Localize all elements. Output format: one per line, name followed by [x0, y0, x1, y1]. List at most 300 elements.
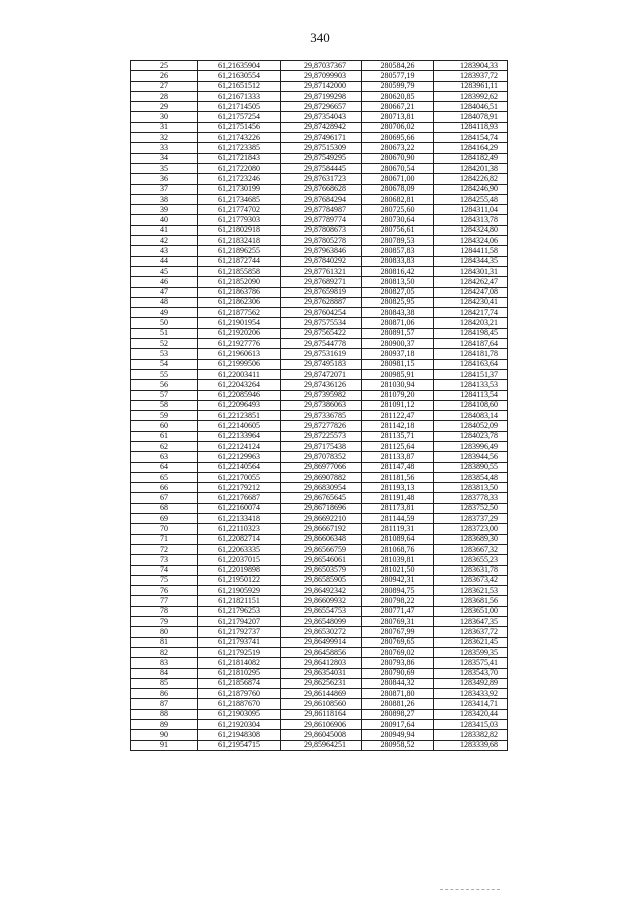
y-coordinate-cell: 1284187,64	[434, 339, 508, 349]
longitude-cell: 29,87689271	[281, 277, 362, 287]
y-coordinate-cell: 1284411,58	[434, 246, 508, 256]
point-number-cell: 32	[131, 133, 198, 143]
x-coordinate-cell: 280620,85	[362, 91, 434, 101]
longitude-cell: 29,86118164	[281, 709, 362, 719]
x-coordinate-cell: 281021,50	[362, 565, 434, 575]
y-coordinate-cell: 1283415,03	[434, 720, 508, 730]
latitude-cell: 61,21852090	[198, 277, 281, 287]
y-coordinate-cell: 1284247,08	[434, 287, 508, 297]
y-coordinate-cell: 1284246,90	[434, 184, 508, 194]
point-number-cell: 29	[131, 102, 198, 112]
point-number-cell: 64	[131, 462, 198, 472]
y-coordinate-cell: 1283689,30	[434, 534, 508, 544]
y-coordinate-cell: 1284313,78	[434, 215, 508, 225]
y-coordinate-cell: 1284324,80	[434, 225, 508, 235]
x-coordinate-cell: 280769,02	[362, 647, 434, 657]
latitude-cell: 61,21879760	[198, 689, 281, 699]
latitude-cell: 61,22003411	[198, 369, 281, 379]
x-coordinate-cell: 280793,86	[362, 658, 434, 668]
longitude-cell: 29,87436126	[281, 380, 362, 390]
table-row	[131, 709, 508, 719]
latitude-cell: 61,21960613	[198, 349, 281, 359]
latitude-cell: 61,21793741	[198, 637, 281, 647]
longitude-cell: 29,86503579	[281, 565, 362, 575]
x-coordinate-cell: 280958,52	[362, 740, 434, 750]
x-coordinate-cell: 281142,18	[362, 421, 434, 431]
x-coordinate-cell: 280599,79	[362, 81, 434, 91]
table-row	[131, 575, 508, 585]
point-number-cell: 71	[131, 534, 198, 544]
latitude-cell: 61,21774702	[198, 205, 281, 215]
table-row	[131, 91, 508, 101]
y-coordinate-cell: 1284301,31	[434, 266, 508, 276]
table-row	[131, 287, 508, 297]
longitude-cell: 29,86458856	[281, 647, 362, 657]
latitude-cell: 61,22085946	[198, 390, 281, 400]
x-coordinate-cell: 280769,31	[362, 617, 434, 627]
longitude-cell: 29,87296657	[281, 102, 362, 112]
table-row	[131, 349, 508, 359]
latitude-cell: 61,22133418	[198, 514, 281, 524]
longitude-cell: 29,87565422	[281, 328, 362, 338]
table-row	[131, 483, 508, 493]
latitude-cell: 61,21954715	[198, 740, 281, 750]
point-number-cell: 34	[131, 153, 198, 163]
longitude-cell: 29,87784987	[281, 205, 362, 215]
y-coordinate-cell: 1284226,82	[434, 174, 508, 184]
table-row	[131, 174, 508, 184]
point-number-cell: 74	[131, 565, 198, 575]
point-number-cell: 49	[131, 308, 198, 318]
point-number-cell: 63	[131, 452, 198, 462]
y-coordinate-cell: 1283414,71	[434, 699, 508, 709]
table-row	[131, 534, 508, 544]
table-row	[131, 647, 508, 657]
point-number-cell: 84	[131, 668, 198, 678]
longitude-cell: 29,87099903	[281, 71, 362, 81]
longitude-cell: 29,87604254	[281, 308, 362, 318]
x-coordinate-cell: 281119,31	[362, 524, 434, 534]
longitude-cell: 29,87515309	[281, 143, 362, 153]
longitude-cell: 29,87496171	[281, 133, 362, 143]
point-number-cell: 38	[131, 194, 198, 204]
x-coordinate-cell: 280881,26	[362, 699, 434, 709]
latitude-cell: 61,21814082	[198, 658, 281, 668]
longitude-cell: 29,87495183	[281, 359, 362, 369]
x-coordinate-cell: 280900,37	[362, 339, 434, 349]
table-row	[131, 359, 508, 369]
table-row	[131, 678, 508, 688]
point-number-cell: 57	[131, 390, 198, 400]
latitude-cell: 61,22129963	[198, 452, 281, 462]
point-number-cell: 39	[131, 205, 198, 215]
longitude-cell: 29,86108560	[281, 699, 362, 709]
y-coordinate-cell: 1283492,89	[434, 678, 508, 688]
y-coordinate-cell: 1283339,68	[434, 740, 508, 750]
latitude-cell: 61,21792737	[198, 627, 281, 637]
y-coordinate-cell: 1283961,11	[434, 81, 508, 91]
y-coordinate-cell: 1283904,33	[434, 61, 508, 71]
latitude-cell: 61,21999506	[198, 359, 281, 369]
latitude-cell: 61,21721843	[198, 153, 281, 163]
table-row	[131, 246, 508, 256]
table-row	[131, 617, 508, 627]
point-number-cell: 72	[131, 544, 198, 554]
table-row	[131, 143, 508, 153]
x-coordinate-cell: 280898,27	[362, 709, 434, 719]
y-coordinate-cell: 1283944,56	[434, 452, 508, 462]
y-coordinate-cell: 1284118,93	[434, 122, 508, 132]
y-coordinate-cell: 1283752,50	[434, 503, 508, 513]
point-number-cell: 44	[131, 256, 198, 266]
point-number-cell: 37	[131, 184, 198, 194]
longitude-cell: 29,87584445	[281, 163, 362, 173]
point-number-cell: 45	[131, 266, 198, 276]
point-number-cell: 83	[131, 658, 198, 668]
point-number-cell: 69	[131, 514, 198, 524]
table-row	[131, 133, 508, 143]
point-number-cell: 56	[131, 380, 198, 390]
longitude-cell: 29,86718696	[281, 503, 362, 513]
latitude-cell: 61,22082714	[198, 534, 281, 544]
point-number-cell: 80	[131, 627, 198, 637]
x-coordinate-cell: 280949,94	[362, 730, 434, 740]
x-coordinate-cell: 280937,18	[362, 349, 434, 359]
y-coordinate-cell: 1284324,06	[434, 236, 508, 246]
y-coordinate-cell: 1283433,92	[434, 689, 508, 699]
table-row	[131, 668, 508, 678]
x-coordinate-cell: 281133,87	[362, 452, 434, 462]
x-coordinate-cell: 281135,71	[362, 431, 434, 441]
y-coordinate-cell: 1283637,72	[434, 627, 508, 637]
point-number-cell: 88	[131, 709, 198, 719]
longitude-cell: 29,87199298	[281, 91, 362, 101]
point-number-cell: 77	[131, 596, 198, 606]
table-row	[131, 194, 508, 204]
table-row	[131, 452, 508, 462]
point-number-cell: 52	[131, 339, 198, 349]
latitude-cell: 61,21927776	[198, 339, 281, 349]
x-coordinate-cell: 280769,65	[362, 637, 434, 647]
table-row	[131, 555, 508, 565]
longitude-cell: 29,87386063	[281, 400, 362, 410]
y-coordinate-cell: 1284255,48	[434, 194, 508, 204]
longitude-cell: 29,87808673	[281, 225, 362, 235]
x-coordinate-cell: 281030,94	[362, 380, 434, 390]
y-coordinate-cell: 1283651,00	[434, 606, 508, 616]
table-row	[131, 297, 508, 307]
longitude-cell: 29,86492342	[281, 586, 362, 596]
latitude-cell: 61,22133964	[198, 431, 281, 441]
longitude-cell: 29,86548099	[281, 617, 362, 627]
x-coordinate-cell: 280673,22	[362, 143, 434, 153]
latitude-cell: 61,21862306	[198, 297, 281, 307]
x-coordinate-cell: 280833,83	[362, 256, 434, 266]
y-coordinate-cell: 1284023,78	[434, 431, 508, 441]
table-row	[131, 699, 508, 709]
footer-mark	[440, 889, 500, 891]
y-coordinate-cell: 1283667,32	[434, 544, 508, 554]
point-number-cell: 58	[131, 400, 198, 410]
page-number: 340	[310, 30, 330, 45]
x-coordinate-cell: 280767,99	[362, 627, 434, 637]
point-number-cell: 86	[131, 689, 198, 699]
longitude-cell: 29,86554753	[281, 606, 362, 616]
y-coordinate-cell: 1283621,45	[434, 637, 508, 647]
y-coordinate-cell: 1283673,42	[434, 575, 508, 585]
x-coordinate-cell: 281193,13	[362, 483, 434, 493]
table-row	[131, 524, 508, 534]
table-row	[131, 61, 508, 71]
latitude-cell: 61,21863786	[198, 287, 281, 297]
x-coordinate-cell: 280756,61	[362, 225, 434, 235]
table-row	[131, 308, 508, 318]
latitude-cell: 61,22170055	[198, 472, 281, 482]
x-coordinate-cell: 281122,47	[362, 411, 434, 421]
longitude-cell: 29,87354043	[281, 112, 362, 122]
point-number-cell: 36	[131, 174, 198, 184]
point-number-cell: 82	[131, 647, 198, 657]
longitude-cell: 29,87840292	[281, 256, 362, 266]
x-coordinate-cell: 280789,53	[362, 236, 434, 246]
y-coordinate-cell: 1283599,35	[434, 647, 508, 657]
longitude-cell: 29,87336785	[281, 411, 362, 421]
point-number-cell: 79	[131, 617, 198, 627]
point-number-cell: 85	[131, 678, 198, 688]
longitude-cell: 29,86566759	[281, 544, 362, 554]
table-row	[131, 236, 508, 246]
longitude-cell: 29,86609932	[281, 596, 362, 606]
longitude-cell: 29,86977066	[281, 462, 362, 472]
longitude-cell: 29,86692210	[281, 514, 362, 524]
table-row	[131, 205, 508, 215]
y-coordinate-cell: 1284198,45	[434, 328, 508, 338]
point-number-cell: 62	[131, 441, 198, 451]
table-row	[131, 153, 508, 163]
y-coordinate-cell: 1283937,72	[434, 71, 508, 81]
y-coordinate-cell: 1284046,51	[434, 102, 508, 112]
latitude-cell: 61,21779303	[198, 215, 281, 225]
longitude-cell: 29,86106906	[281, 720, 362, 730]
latitude-cell: 61,21751456	[198, 122, 281, 132]
longitude-cell: 29,86412803	[281, 658, 362, 668]
latitude-cell: 61,21802918	[198, 225, 281, 235]
longitude-cell: 29,87531619	[281, 349, 362, 359]
y-coordinate-cell: 1284113,54	[434, 390, 508, 400]
y-coordinate-cell: 1284203,21	[434, 318, 508, 328]
longitude-cell: 29,87549295	[281, 153, 362, 163]
latitude-cell: 61,21832418	[198, 236, 281, 246]
table-row	[131, 71, 508, 81]
longitude-cell: 29,86585905	[281, 575, 362, 585]
x-coordinate-cell: 280706,02	[362, 122, 434, 132]
latitude-cell: 61,22123851	[198, 411, 281, 421]
y-coordinate-cell: 1284078,91	[434, 112, 508, 122]
table-row	[131, 277, 508, 287]
longitude-cell: 29,86354031	[281, 668, 362, 678]
point-number-cell: 41	[131, 225, 198, 235]
point-number-cell: 91	[131, 740, 198, 750]
point-number-cell: 89	[131, 720, 198, 730]
point-number-cell: 25	[131, 61, 198, 71]
x-coordinate-cell: 280730,64	[362, 215, 434, 225]
table-row	[131, 122, 508, 132]
y-coordinate-cell: 1284182,49	[434, 153, 508, 163]
longitude-cell: 29,87684294	[281, 194, 362, 204]
x-coordinate-cell: 280843,38	[362, 308, 434, 318]
table-row	[131, 627, 508, 637]
point-number-cell: 55	[131, 369, 198, 379]
y-coordinate-cell: 1284230,41	[434, 297, 508, 307]
latitude-cell: 61,21730199	[198, 184, 281, 194]
point-number-cell: 90	[131, 730, 198, 740]
point-number-cell: 76	[131, 586, 198, 596]
table-row	[131, 493, 508, 503]
table-row	[131, 339, 508, 349]
table-row	[131, 163, 508, 173]
point-number-cell: 54	[131, 359, 198, 369]
point-number-cell: 70	[131, 524, 198, 534]
longitude-cell: 29,87175438	[281, 441, 362, 451]
x-coordinate-cell: 281144,59	[362, 514, 434, 524]
latitude-cell: 61,21855858	[198, 266, 281, 276]
longitude-cell: 29,87659819	[281, 287, 362, 297]
x-coordinate-cell: 281147,48	[362, 462, 434, 472]
x-coordinate-cell: 280844,32	[362, 678, 434, 688]
point-number-cell: 33	[131, 143, 198, 153]
x-coordinate-cell: 280857,83	[362, 246, 434, 256]
latitude-cell: 61,21896255	[198, 246, 281, 256]
table-row	[131, 740, 508, 750]
point-number-cell: 59	[131, 411, 198, 421]
longitude-cell: 29,86546061	[281, 555, 362, 565]
latitude-cell: 61,21872744	[198, 256, 281, 266]
y-coordinate-cell: 1284344,35	[434, 256, 508, 266]
x-coordinate-cell: 280894,75	[362, 586, 434, 596]
latitude-cell: 61,21671333	[198, 91, 281, 101]
latitude-cell: 61,21796253	[198, 606, 281, 616]
point-number-cell: 27	[131, 81, 198, 91]
table-row	[131, 184, 508, 194]
y-coordinate-cell: 1284262,47	[434, 277, 508, 287]
latitude-cell: 61,21948308	[198, 730, 281, 740]
x-coordinate-cell: 280713,81	[362, 112, 434, 122]
y-coordinate-cell: 1284083,14	[434, 411, 508, 421]
y-coordinate-cell: 1283996,49	[434, 441, 508, 451]
point-number-cell: 42	[131, 236, 198, 246]
table-row	[131, 225, 508, 235]
y-coordinate-cell: 1283813,50	[434, 483, 508, 493]
table-row	[131, 400, 508, 410]
latitude-cell: 61,21920304	[198, 720, 281, 730]
latitude-cell: 61,21743226	[198, 133, 281, 143]
x-coordinate-cell: 280725,60	[362, 205, 434, 215]
y-coordinate-cell: 1283737,29	[434, 514, 508, 524]
x-coordinate-cell: 280985,91	[362, 369, 434, 379]
x-coordinate-cell: 280667,21	[362, 102, 434, 112]
latitude-cell: 61,21714505	[198, 102, 281, 112]
x-coordinate-cell: 280798,22	[362, 596, 434, 606]
point-number-cell: 87	[131, 699, 198, 709]
x-coordinate-cell: 281173,81	[362, 503, 434, 513]
latitude-cell: 61,21651512	[198, 81, 281, 91]
y-coordinate-cell: 1284108,60	[434, 400, 508, 410]
latitude-cell: 61,21887670	[198, 699, 281, 709]
table-row	[131, 266, 508, 276]
x-coordinate-cell: 280682,81	[362, 194, 434, 204]
x-coordinate-cell: 281181,56	[362, 472, 434, 482]
latitude-cell: 61,21821151	[198, 596, 281, 606]
point-number-cell: 53	[131, 349, 198, 359]
y-coordinate-cell: 1283655,23	[434, 555, 508, 565]
latitude-cell: 61,22176687	[198, 493, 281, 503]
latitude-cell: 61,21810295	[198, 668, 281, 678]
table-row	[131, 720, 508, 730]
point-number-cell: 68	[131, 503, 198, 513]
y-coordinate-cell: 1283647,35	[434, 617, 508, 627]
y-coordinate-cell: 1284217,74	[434, 308, 508, 318]
table-row	[131, 596, 508, 606]
x-coordinate-cell: 281191,48	[362, 493, 434, 503]
table-row	[131, 328, 508, 338]
table-row	[131, 411, 508, 421]
point-number-cell: 47	[131, 287, 198, 297]
longitude-cell: 29,87963846	[281, 246, 362, 256]
point-number-cell: 43	[131, 246, 198, 256]
latitude-cell: 61,21920206	[198, 328, 281, 338]
y-coordinate-cell: 1284133,53	[434, 380, 508, 390]
x-coordinate-cell: 280917,64	[362, 720, 434, 730]
x-coordinate-cell: 280695,66	[362, 133, 434, 143]
longitude-cell: 29,87472071	[281, 369, 362, 379]
table-row	[131, 730, 508, 740]
latitude-cell: 61,21734685	[198, 194, 281, 204]
point-number-cell: 26	[131, 71, 198, 81]
x-coordinate-cell: 280871,06	[362, 318, 434, 328]
table-row	[131, 215, 508, 225]
longitude-cell: 29,87761321	[281, 266, 362, 276]
latitude-cell: 61,21856874	[198, 678, 281, 688]
x-coordinate-cell: 280827,05	[362, 287, 434, 297]
point-number-cell: 78	[131, 606, 198, 616]
x-coordinate-cell: 280771,47	[362, 606, 434, 616]
point-number-cell: 40	[131, 215, 198, 225]
y-coordinate-cell: 1283575,41	[434, 658, 508, 668]
latitude-cell: 61,22110323	[198, 524, 281, 534]
longitude-cell: 29,86256231	[281, 678, 362, 688]
table-row	[131, 586, 508, 596]
table-row	[131, 606, 508, 616]
longitude-cell: 29,86765645	[281, 493, 362, 503]
table-row	[131, 380, 508, 390]
point-number-cell: 46	[131, 277, 198, 287]
point-number-cell: 60	[131, 421, 198, 431]
table-row	[131, 256, 508, 266]
x-coordinate-cell: 280584,26	[362, 61, 434, 71]
longitude-cell: 29,87037367	[281, 61, 362, 71]
coordinates-table-body	[131, 61, 508, 751]
longitude-cell: 29,87628887	[281, 297, 362, 307]
x-coordinate-cell: 280790,69	[362, 668, 434, 678]
x-coordinate-cell: 280671,00	[362, 174, 434, 184]
y-coordinate-cell: 1283854,48	[434, 472, 508, 482]
y-coordinate-cell: 1284164,29	[434, 143, 508, 153]
point-number-cell: 48	[131, 297, 198, 307]
latitude-cell: 61,21723246	[198, 174, 281, 184]
y-coordinate-cell: 1283420,44	[434, 709, 508, 719]
longitude-cell: 29,87395982	[281, 390, 362, 400]
x-coordinate-cell: 280670,54	[362, 163, 434, 173]
